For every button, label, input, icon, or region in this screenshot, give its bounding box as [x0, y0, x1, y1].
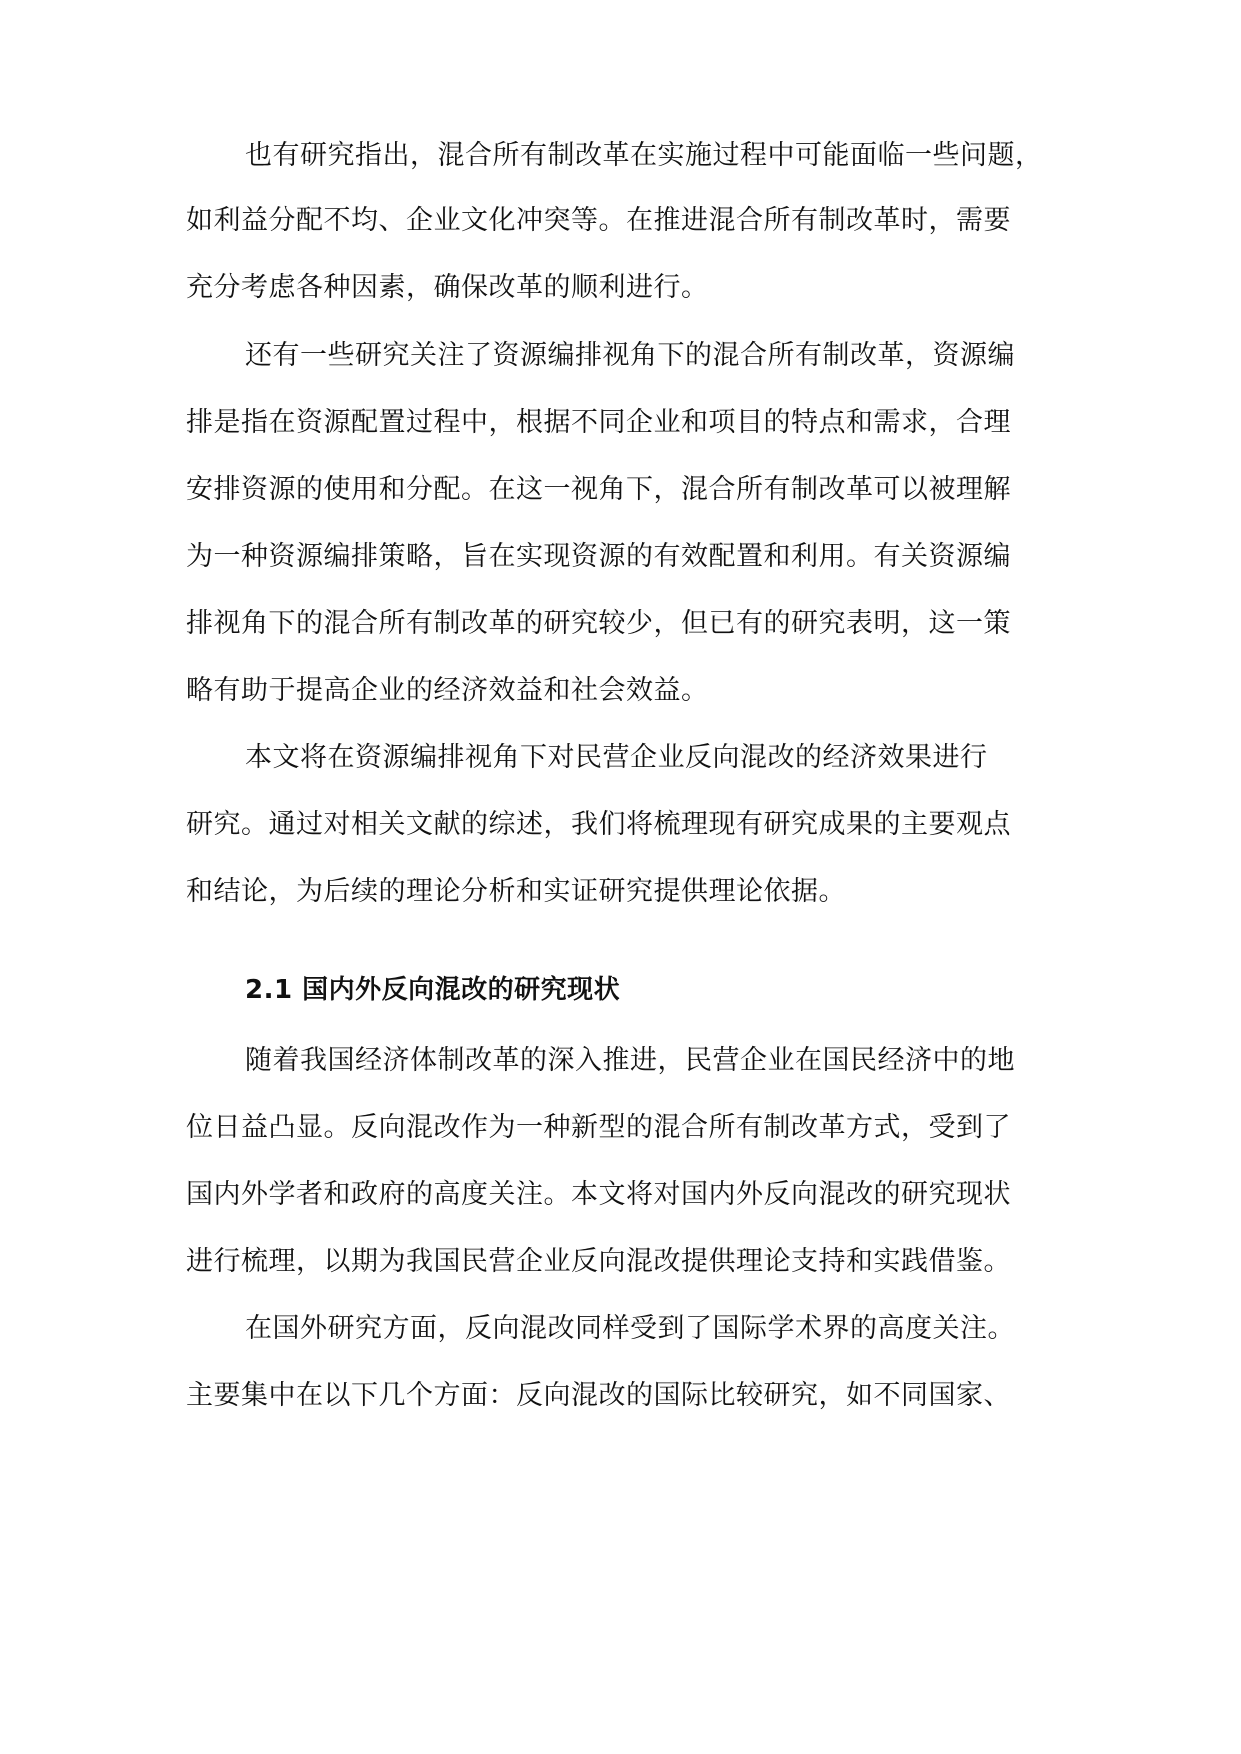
paragraph-line: 位日益凸显。反向混改作为一种新型的混合所有制改革方式，受到了	[186, 1112, 1011, 1143]
paragraph-line: 进行梳理，以期为我国民营企业反向混改提供理论支持和实践借鉴。	[186, 1246, 1011, 1277]
section-heading: 2.1 国内外反向混改的研究现状	[245, 975, 621, 1005]
paragraph-line: 略有助于提高企业的经济效益和社会效益。	[186, 675, 709, 706]
paragraph-line: 和结论，为后续的理论分析和实证研究提供理论依据。	[186, 876, 846, 907]
paragraph-line: 还有一些研究关注了资源编排视角下的混合所有制改革，资源编	[245, 340, 1015, 371]
paragraph-line: 研究。通过对相关文献的综述，我们将梳理现有研究成果的主要观点	[186, 809, 1011, 840]
paragraph-line: 本文将在资源编排视角下对民营企业反向混改的经济效果进行	[245, 742, 988, 773]
paragraph-line: 排视角下的混合所有制改革的研究较少，但已有的研究表明，这一策	[186, 608, 1011, 639]
paragraph-line: 在国外研究方面，反向混改同样受到了国际学术界的高度关注。	[245, 1313, 1015, 1344]
paragraph-line: 充分考虑各种因素，确保改革的顺利进行。	[186, 272, 709, 303]
paragraph-line: 排是指在资源配置过程中，根据不同企业和项目的特点和需求，合理	[186, 407, 1011, 438]
paragraph-line: 安排资源的使用和分配。在这一视角下，混合所有制改革可以被理解	[186, 474, 1011, 505]
paragraph-line: 也有研究指出，混合所有制改革在实施过程中可能面临一些问题，	[245, 140, 1043, 171]
paragraph-line: 如利益分配不均、企业文化冲突等。在推进混合所有制改革时，需要	[186, 205, 1011, 236]
paragraph-line: 国内外学者和政府的高度关注。本文将对国内外反向混改的研究现状	[186, 1179, 1011, 1210]
paragraph-line: 随着我国经济体制改革的深入推进，民营企业在国民经济中的地	[245, 1045, 1015, 1076]
paragraph-line: 为一种资源编排策略，旨在实现资源的有效配置和利用。有关资源编	[186, 541, 1011, 572]
paragraph-line: 主要集中在以下几个方面：反向混改的国际比较研究，如不同国家、	[186, 1380, 1011, 1411]
